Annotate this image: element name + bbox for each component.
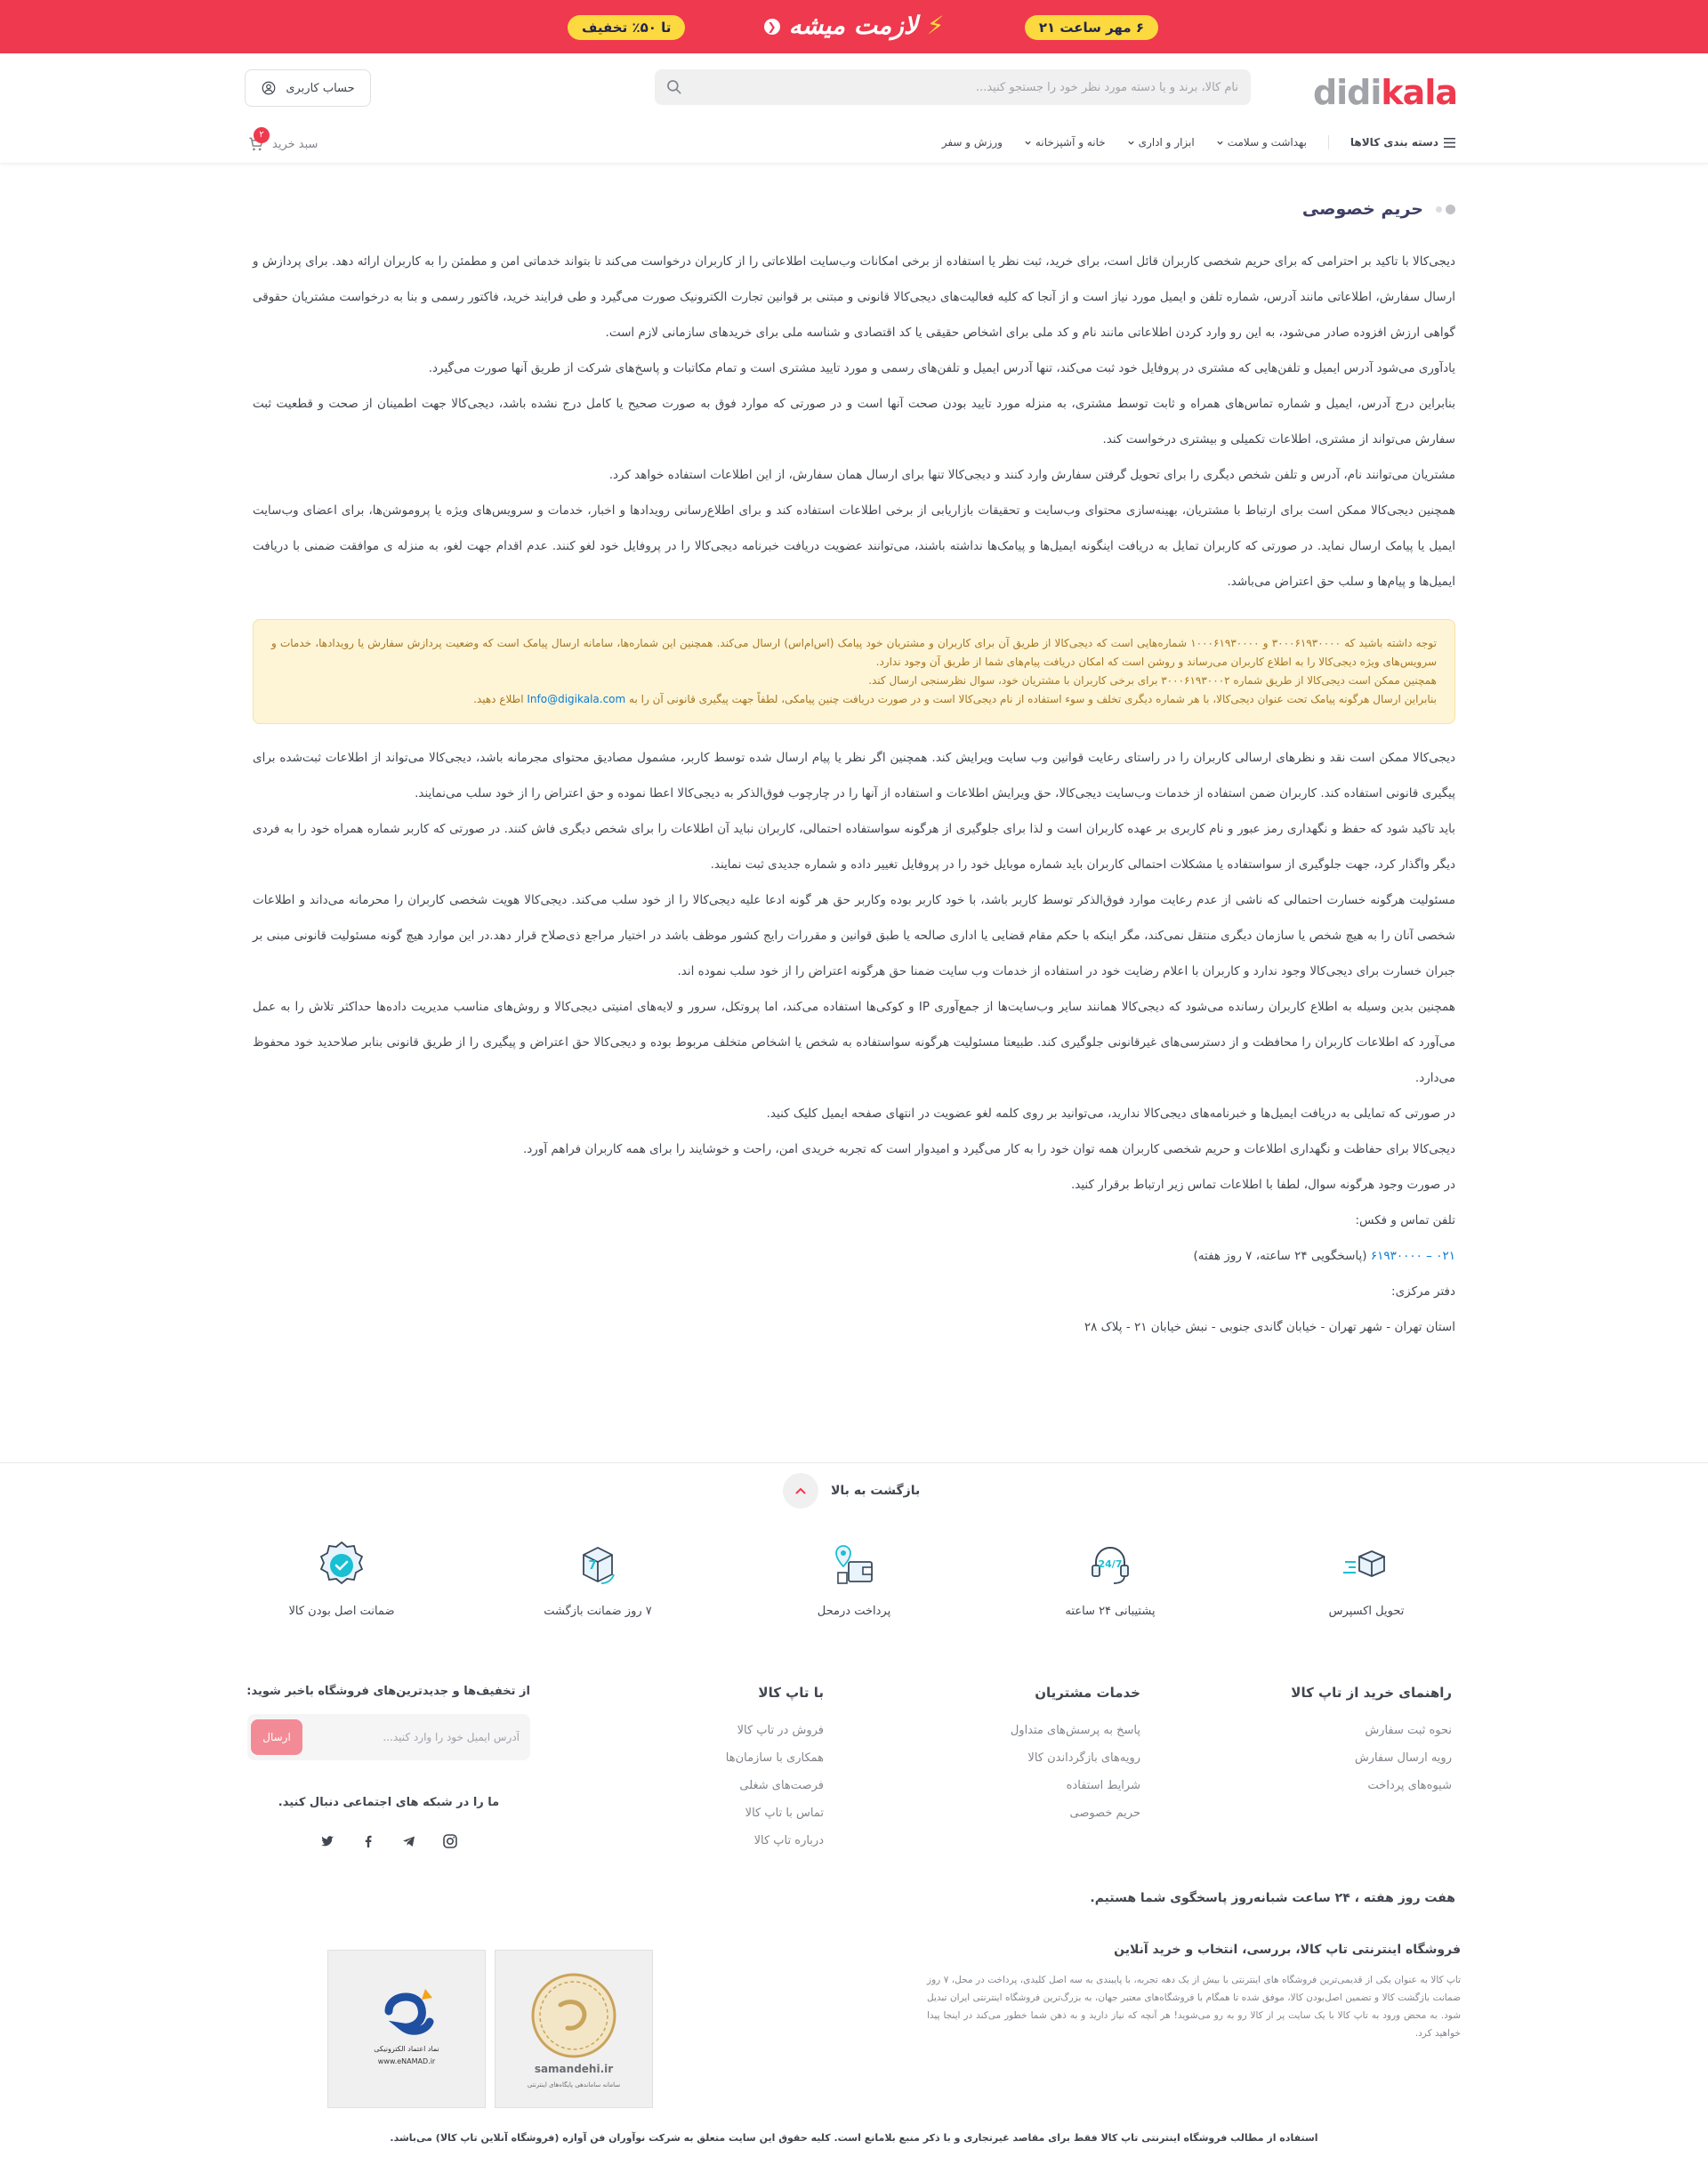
footer-link[interactable]: حریم خصوصی [1069,1807,1140,1820]
nav-item-home-kitchen[interactable]: خانه و آشپزخانه [1024,136,1106,149]
office-label: دفتر مرکزی: [1391,1284,1455,1299]
return-box-icon [571,1539,624,1592]
service-features [253,1539,1455,1619]
about-store [927,1943,1461,2042]
account-button[interactable] [245,69,371,107]
search-input[interactable] [696,69,1238,105]
svg-text:سامانه ساماندهی پایگاه‌های این: سامانه ساماندهی پایگاه‌های اینترنتی [527,2081,621,2089]
feature-express-delivery: تحویل اکسپرس [1277,1539,1455,1619]
office-address: استان تهران - شهر تهران - خیابان گاندی جنوبی - نبش خیابان ۲۱ - پلاک ۲۸ [1084,1320,1455,1334]
notice-line: همچنین ممکن است دیجی‌کالا از طریق شماره ۳۰۰۰۶۱۹۳۰۰۰۲ برای برخی کاربران با مشتریان خود، سوال نظرسنجی ارسال کند. [868,674,1437,687]
chevron-down-icon [1024,139,1032,147]
cart-label: سبد خرید [272,137,318,151]
footer-link[interactable]: فروش در تاپ کالا [737,1724,824,1737]
nav-all-categories[interactable]: دسته بندی کالاها [1350,136,1455,149]
truck-box-icon [1340,1539,1393,1592]
headset-24-7-icon [1084,1539,1137,1592]
footer-column-title: با تاپ کالا [758,1685,824,1701]
footer-link[interactable]: همکاری با سازمان‌ها [725,1751,824,1765]
contact-label: تلفن تماس و فکس: [1355,1213,1455,1227]
privacy-content [253,196,1455,1345]
sms-notice-box [253,619,1455,724]
nav-item-health[interactable]: بهداشت و سلامت [1216,136,1307,149]
cart-button[interactable] [247,130,318,153]
footer-link[interactable]: شیوه‌های پرداخت [1367,1779,1452,1792]
about-title: فروشگاه اینترنتی تاپ کالا، بررسی، انتخاب و خرید آنلاین [1114,1943,1461,1957]
promo-discount-pill: تا ۵۰٪ تخفیف [568,15,685,40]
svg-text:www.eNAMAD.ir: www.eNAMAD.ir [377,2057,436,2065]
paragraph: در صورت وجود هرگونه سوال، لطفا با اطلاعات تماس زیر ارتباط برقرار کنید. [1070,1178,1455,1192]
back-to-top-label: بازگشت به بالا [831,1484,921,1498]
location-wallet-icon [827,1539,881,1592]
footer-link[interactable]: پاسخ به پرسش‌های متداول [1010,1724,1140,1737]
svg-text:7: 7 [588,1559,597,1573]
feature-support-24h: 24/7 پشتیبانی ۲۴ ساعته [1021,1539,1199,1619]
paragraph: مسئولیت هرگونه خسارت احتمالی که ناشی از عدم رعایت موارد فوق‌الذکر توسط کاربر باشد، با خود کاربر بوده وکاربر حق هر گونه ادعا علیه دیجی‌کالا را از خود سلب می‌کند. دیجی‌کالا هویت شخصی کاربران را محرمانه می‌داند و اطلاعات شخصی آنان را به هیچ شخص یا سازمان دیگری منتقل نمی‌کند، مگر اینکه با حکم مقام قضایی یا اداری صالحه یا طبق قوانین و مقررات رایج کشور موظف باشد در اختیار مراجع ذی‌صلاح قرار دهد.در این موارد هیچ گونه مسئولیت قانونی مبنی بر جبران خسارت برای دیجی‌کالا وجود ندارد و کاربران با اعلام رضایت خود در استفاده از خدمات وب سایت ضمنا حق هرگونه اعتراض را از خود سلب نموده اند. [253,893,1455,978]
paragraph: بنابراین درج آدرس، ایمیل و شماره تماس‌های همراه و ثابت توسط مشتری، به منزله مورد تایید بودن صحت آنها است و در صورتی که موارد فوق به صورت صحیح یا کامل درج نشده باشد، دیجی‌کالا جهت اطمینان از صحت و قطعیت ثبت سفارش می‌تواند از مشتری، اطلاعات تکمیلی و بیشتری درخواست کند. [253,397,1455,447]
promo-date-pill: ۶ مهر ساعت ۲۱ [1025,15,1158,40]
feature-cash-on-delivery: پرداخت درمحل [765,1539,943,1619]
paragraph: دیجی‌کالا برای حفاظت و نگهداری اطلاعات و حریم شخصی کاربران همه توان خود را به کار می‌گیرد و امیدوار است که تجربه خریدی امن، راحت و خوشایند را برای همه کاربران فراهم آورد. [523,1142,1455,1156]
newsletter-section [247,1685,530,1850]
feature-7-day-return: 7 ۷ روز ضمانت بازگشت [509,1539,687,1619]
footer-column-guide [1291,1685,1452,1799]
enamad-badge[interactable] [327,1950,486,2108]
samandehi-logo-icon [507,1962,640,2096]
contact-phone-note: (پاسخگویی ۲۴ ساعته، ۷ روز هفته) [1193,1249,1367,1263]
newsletter-form [247,1714,530,1760]
site-header [0,53,1708,164]
footer-link[interactable]: رویه‌های بازگرداندن کالا [1027,1751,1140,1765]
svg-text:نماد اعتماد الکترونیکی: نماد اعتماد الکترونیکی [374,2045,439,2053]
newsletter-email-input[interactable] [315,1714,520,1760]
notice-line: توجه داشته باشید که ۳۰۰۰۶۱۹۳۰۰۰۰ و ۱۰۰۰۶۱۹۳۰۰۰۰ شماره‌هایی است که دیجی‌کالا از طریق آن برای کاربران و مشتریان خود پیامک (اس‌ام‌اس) ارسال می‌کند. همچنین این شماره‌ها، سامانه ارسال پیامک است که وضعیت پردازش سفارش یا رویدادها، خدمات و سرویس‌های ویژه دیجی‌کالا را به اطلاع کاربران می‌رساند و روشن است که امکان دریافت پیام‌های شما از طریق آن وجود ندارد. [271,637,1437,668]
promo-banner[interactable] [0,0,1708,53]
cart-icon [247,130,265,153]
nav-item-office[interactable]: ابزار و اداری [1127,136,1195,149]
paragraph: یادآوری می‌شود آدرس ایمیل و تلفن‌هایی که مشتری در پروفایل خود ثبت می‌کند، تنها آدرس ایمیل و تلفن‌های رسمی و مورد تایید مشتری است و تمام مکاتبات و پاسخ‌های شرکت از طریق آنها صورت می‌گیرد. [428,361,1455,375]
footer-link[interactable]: نحوه ثبت سفارش [1365,1724,1452,1737]
svg-text:samandehi.ir: samandehi.ir [534,2063,614,2075]
site-logo[interactable]: didikala [1312,73,1457,112]
twitter-icon[interactable] [318,1832,336,1850]
enamad-logo-icon [340,1962,473,2096]
footer-link[interactable]: درباره تاپ کالا [753,1834,824,1847]
search-bar[interactable] [655,69,1251,105]
paragraph: دیجی‌کالا با تاکید بر احترامی که برای حریم شخصی کاربران قائل است، برای خرید، ثبت نظر یا استفاده از برخی امکانات وب‌سایت اطلاعاتی را از کاربران درخواست می‌کند تا بتواند خدماتی امن و مطمئن را به کاربران ارائه دهد. برای پردازش و ارسال سفارش، اطلاعاتی مانند آدرس، شماره تلفن و ایمیل مورد نیاز است و از آنجا که کلیه فعالیت‌های دیجی‌کالا قانونی و مبتنی بر قوانین تجارت الکترونیک صورت می‌گیرد و طی فرایند خرید، فاکتور رسمی و بنا به درخواست مشتریان حقوقی گواهی ارزش افزوده صادر می‌شود، به این رو وارد کردن اطلاعاتی مانند نام و کد ملی برای اشخاص حقیقی یا کد اقتصادی و شناسه ملی برای خریدهای سازمانی لازم است. [253,254,1455,340]
chevron-up-icon [783,1473,818,1509]
page-title-row [253,196,1455,222]
support-email-link[interactable]: Info@digikala.com [527,693,626,705]
contact-phone-link[interactable]: ۰۲۱ – ۶۱۹۳۰۰۰۰ [1370,1249,1455,1263]
cart-count-badge: ۲ [254,127,270,143]
footer-divider [0,1462,1708,1463]
account-label: حساب کاربری [286,81,355,95]
back-to-top-button[interactable] [783,1473,920,1509]
promo-brand [738,11,970,40]
paragraph: دیجی‌کالا ممکن است نقد و نظرهای ارسالی کاربران را در راستای رعایت قوانین وب سایت ویرایش کند. همچنین اگر نظر یا پیام ارسال شده توسط کاربر، مشمول مصادیق محتوای مجرمانه باشد، دیجی‌کالا می‌تواند از اطلاعات ثبت‌شده برای پیگیری قانونی استفاده کند. کاربران ضمن استفاده از خدمات وب‌سایت دیجی‌کالا، حق ویرایش اطلاعات و استفاده از آنها را در چارچوب فوق‌الذکر به دیجی‌کالا اعطا نموده و حق اعتراض را از خود سلب می‌نمایند. [253,751,1455,801]
promo-brand-text: لازمت میشه [788,11,918,40]
title-dots-icon [1436,205,1455,214]
contact-phone-row [253,1238,1455,1274]
nav-separator [1328,135,1329,149]
footer-link[interactable]: تماس با تاپ کالا [745,1807,824,1820]
lightning-icon: ⚡ [926,11,945,40]
main-nav [942,135,1455,149]
footer-column-customer-service [1011,1685,1140,1827]
paragraph: باید تاکید شود که حفظ و نگهداری رمز عبور و نام کاربری بر عهده کاربران است و لذا برای جلوگیری از هرگونه سواستفاده احتمالی، کاربران نباید آن اطلاعات را برای شخص دیگری فاش کنند. در صورتی که کاربر شماره همراه خود را به فردی دیگر واگذار کرد، جهت جلوگیری از سواستفاده یا مشکلات احتمالی کاربران باید شماره موبایل خود را در پروفایل تغییر داده و شماره جدیدی ثبت نمایند. [253,822,1455,872]
social-icons [247,1832,530,1850]
telegram-icon[interactable] [400,1832,418,1850]
social-section [247,1796,530,1850]
chevron-down-icon [1127,139,1135,147]
search-icon[interactable] [665,78,683,96]
user-icon [261,80,277,96]
paragraph: همچنین بدین وسیله به اطلاع کاربران رسانده می‌شود که دیجی‌کالا همانند سایر وب‌سایت‌ها از جمع‌آوری IP و کوکی‌ها استفاده می‌کند، اما پروتکل، سرور و لایه‌های امنیتی دیجی‌کالا و روش‌های مناسب مدیریت داده‌ها حداکثر تلاش را به عمل می‌آورد که اطلاعات کاربران را محافظت و از دسترسی‌های غیرقانونی جلوگیری کند. طبیعتا مسئولیت هرگونه سواستفاده به شخص یا اشخاص متخلف مربوط بوده و دیجی‌کالا حق اعتراض و پیگیری را از طریق قانونی بنابر صلاحدید خود محفوظ می‌دارد. [253,1000,1455,1085]
footer-link[interactable]: فرصت‌های شغلی [739,1779,824,1792]
chevron-left-icon: ❮ [764,19,780,35]
svg-text:24/7: 24/7 [1098,1558,1123,1570]
footer-column-title: راهنمای خرید از تاپ کالا [1291,1685,1452,1701]
feature-original-guarantee: ضمانت اصل بودن کالا [253,1539,431,1619]
verified-badge-icon [315,1539,368,1592]
facebook-icon[interactable] [359,1832,377,1850]
samandehi-badge[interactable] [495,1950,653,2108]
footer-column-about [726,1685,824,1855]
footer-column-title: خدمات مشتریان [1035,1685,1140,1701]
footer-link[interactable]: شرایط استفاده [1066,1779,1140,1792]
paragraph: همچنین دیجی‌کالا ممکن است برای ارتباط با مشتریان، بهینه‌سازی محتوای وب‌سایت و تحقیقات بازاریابی از برخی اطلاعات استفاده کند و برای اطلاع‌رسانی رویدادها و اخبار، خدمات و سرویس‌های ویژه یا پروموشن‌ها، برای اعضای وب‌سایت ایمیل یا پیامک ارسال نماید. در صورتی که کاربران تمایل به دریافت اینگونه ایمیل‌ها و پیامک‌ها نداشته باشند، می‌توانند عضویت دریافت خبرنامه دیجی‌کالا را در پروفایل خود لغو کنند. عدم اقدام جهت لغو، به منزله ی موافقت ضمنی با دریافت ایمیل‌ها و پیام‌ها و سلب حق اعتراض می‌باشد. [253,503,1455,589]
newsletter-send-button[interactable]: ارسال [251,1719,302,1755]
menu-icon [1444,138,1455,148]
social-title: ما را در شبکه های اجتماعی دنبال کنید. [278,1796,500,1809]
about-text: تاپ کالا به عنوان یکی از قدیمی‌ترین فروشگاه های اینترنتی با بیش از یک دهه تجربه، با پایبندی به سه اصل کلیدی، پرداخت در محل، ۷ روز ضمانت بازگشت کالا و تضمین اصل‌بودن کالا، موفق شده تا همگام با فروشگاه‌های معتبر جهان، به بزرگ‌ترین فروشگاه اینترنتی ایران تبدیل شود. به محض ورود به تاپ کالا با یک سایت پر از کالا رو به رو می‌شوید! هر آنچه که نیاز دارید و به ذهن شما خطور می‌کند در اینجا پیدا خواهید کرد. [927,1975,1461,2039]
copyright-text: استفاده از مطالب فروشگاه اینترنتی تاپ کالا فقط برای مقاصد غیرتجاری و با ذکر منبع بلامانع است. کلیه حقوق این سایت متعلق به شرکت نوآوران فن آوازه (فروشگاه آنلاین تاپ کالا) می‌باشد. [390,2132,1318,2144]
chevron-down-icon [1216,139,1224,147]
paragraph: مشتریان می‌توانند نام، آدرس و تلفن شخص دیگری را برای تحویل گرفتن سفارش وارد کنند و دیجی‌کالا تنها برای ارسال همان سفارش، از این اطلاعات استفاده خواهد کرد. [608,468,1455,482]
newsletter-title: از تخفیف‌ها و جدیدترین‌های فروشگاه باخبر شوید: [246,1685,530,1698]
notice-line-3: بنابراین ارسال هرگونه پیامک تحت عنوان دیجی‌کالا، با هر شماره دیگری تخلف و سوء استفاده از نام دیجی‌کالا است و در صورت دریافت چنین پیامکی، لطفاً جهت پیگیری قانونی آن را به Info@digikala.com اطلاع دهید. [473,693,1437,705]
page-title: حریم خصوصی [1301,199,1423,219]
nav-item-sport-travel[interactable]: ورزش و سفر [941,136,1003,149]
paragraph: در صورتی که تمایلی به دریافت ایمیل‌ها و خبرنامه‌های دیجی‌کالا ندارید، می‌توانید بر روی کلمه لغو عضویت در انتهای صفحه ایمیل کلیک کنید. [766,1107,1455,1121]
instagram-icon[interactable] [441,1832,459,1850]
support-hours-line: هفت روز هفته ، ۲۴ ساعت شبانه‌روز پاسخگوی شما هستیم. [1090,1891,1455,1905]
footer-link[interactable]: رویه ارسال سفارش [1354,1751,1452,1765]
